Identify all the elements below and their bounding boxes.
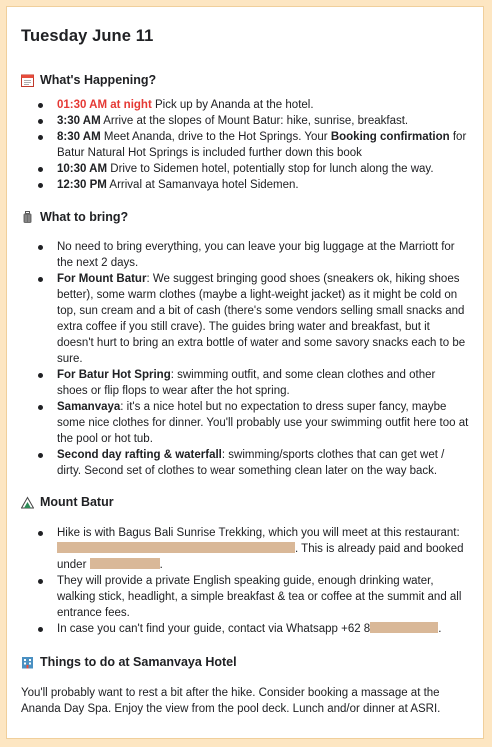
itinerary-page — [6, 6, 484, 739]
calendar-icon — [21, 74, 34, 87]
item-text: . This is already paid and booked under — [57, 543, 464, 571]
list-item — [57, 113, 469, 129]
section-title-text: Things to do at Samanvaya Hotel — [40, 655, 237, 669]
list-item — [57, 573, 469, 621]
item-text: Arrive at the slopes of Mount Batur: hike, sunrise, breakfast. — [100, 115, 409, 127]
redacted-name — [90, 558, 160, 569]
item-text: No need to bring everything, you can leave your big luggage at the Marriott for the next 2 days. — [57, 241, 455, 269]
mountain-icon — [21, 496, 34, 509]
luggage-icon — [21, 211, 34, 224]
list-item — [57, 161, 469, 177]
section-samanvaya — [21, 655, 237, 669]
batur-list — [21, 525, 469, 637]
section-title-text: Mount Batur — [40, 495, 114, 509]
item-heading: Samanvaya — [57, 401, 121, 413]
section-what-to-bring — [21, 210, 128, 224]
item-text: : swimming/sports clothes that can get wet / dirty. Second set of clothes to wear something clean later on the way back. — [57, 449, 445, 477]
list-item — [57, 525, 469, 573]
bring-list — [21, 239, 469, 479]
item-time: 10:30 AM — [57, 163, 108, 175]
item-text: Drive to Sidemen hotel, potentially stop for lunch along the way. — [107, 163, 434, 175]
section-title-text: What to bring? — [40, 210, 129, 224]
item-time: 12:30 PM — [57, 179, 107, 191]
list-item — [57, 129, 469, 161]
samanvaya-paragraph: You'll probably want to rest a bit after the hike. Consider booking a massage at the Ananda Day Spa. Enjoy the view from the pool deck. Lunch and/or dinner at ASRI. — [21, 687, 441, 715]
item-heading: For Batur Hot Spring — [57, 369, 171, 381]
page-title: Tuesday June 11 — [21, 27, 154, 45]
hotel-icon — [21, 656, 34, 669]
item-text: Hike is with Bagus Bali Sunrise Trekking, which you will meet at this restaurant: — [57, 527, 460, 539]
item-text: Arrival at Samanvaya hotel Sidemen. — [106, 179, 299, 191]
item-text: They will provide a private English speaking guide, enough drinking water, walking stick, headlight, a simple breakfast & tea or coffee at the summit and all entrance fees. — [57, 575, 462, 619]
item-text: . — [438, 623, 442, 635]
section-mount-batur — [21, 495, 114, 509]
item-time: 8:30 AM — [57, 131, 101, 143]
item-text: for Batur Natural Hot Springs is included further down this book — [57, 131, 467, 159]
item-text: . — [159, 559, 163, 571]
list-item — [57, 367, 469, 399]
item-heading: For Mount Batur — [57, 273, 147, 285]
happening-list — [21, 97, 469, 193]
section-title-text: What's Happening? — [40, 73, 157, 87]
list-item — [57, 621, 469, 637]
item-heading: Second day rafting & waterfall — [57, 449, 222, 461]
list-item — [57, 447, 469, 479]
list-item — [57, 271, 469, 367]
redacted-restaurant — [57, 542, 295, 553]
redacted-phone — [370, 622, 438, 633]
section-whats-happening — [21, 73, 156, 87]
item-text: In case you can't find your guide, contact via Whatsapp +62 8 — [57, 623, 371, 635]
booking-confirmation-label: Booking confirmation — [330, 131, 450, 143]
item-text: : We suggest bringing good shoes (sneakers ok, hiking shoes better), some warm clothes (maybe a light-weight jacket) as it might be cold on top, sun cream and a bit of cash (there's some vendors selling small snacks and extra coffee if you still crave). The guides bring water and breakfast, but it doesn't hurt to bring an extra bottle of water and some savory snacks each to be sure. — [57, 273, 466, 365]
item-text: : swimming outfit, and some clean clothes and other shoes or flip flops to wear after the hot spring. — [57, 369, 436, 397]
list-item — [57, 177, 469, 193]
item-time: 3:30 AM — [57, 115, 101, 127]
item-text: Pick up by Ananda at the hotel. — [151, 99, 314, 111]
list-item — [57, 239, 469, 271]
list-item — [57, 399, 469, 447]
item-text: : it's a nice hotel but no expectation to dress super fancy, maybe some nice clothes for dinner. You'll probably use your swimming outfit here too at the pool or hot tub. — [57, 401, 469, 445]
item-text: Meet Ananda, drive to the Hot Springs. Your — [100, 131, 331, 143]
list-item — [57, 97, 469, 113]
item-time: 01:30 AM at night — [57, 99, 152, 111]
